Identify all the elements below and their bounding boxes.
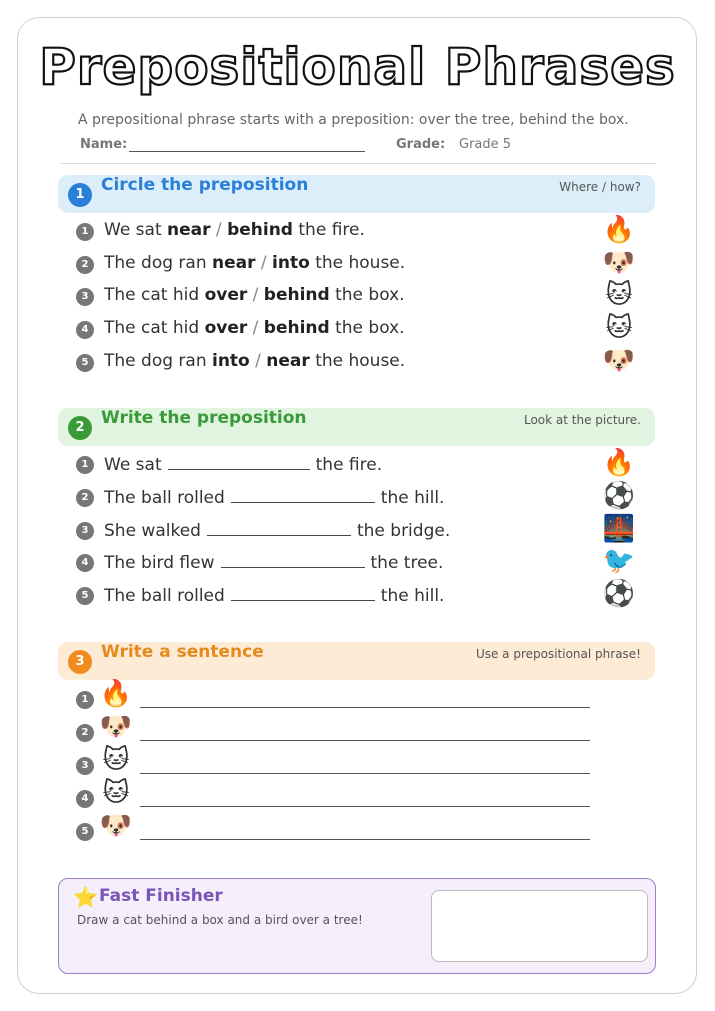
option-separator: / bbox=[249, 351, 267, 371]
sentence-end: the box. bbox=[329, 318, 405, 338]
fire-icon: 🔥 bbox=[602, 448, 636, 478]
preposition-option[interactable]: behind bbox=[227, 220, 293, 240]
item-number: 3 bbox=[76, 522, 94, 540]
name-grade-row bbox=[80, 137, 640, 152]
preposition-option[interactable]: into bbox=[212, 351, 250, 371]
item-number: 5 bbox=[76, 354, 94, 372]
page-title: Prepositional Phrases bbox=[39, 38, 676, 96]
item-number: 3 bbox=[76, 288, 94, 306]
item-number: 4 bbox=[76, 321, 94, 339]
list-item bbox=[76, 579, 636, 609]
section-hint: Use a prepositional phrase! bbox=[475, 647, 641, 661]
list-item bbox=[76, 546, 636, 576]
sentence-text bbox=[104, 318, 405, 338]
option-separator: / bbox=[255, 253, 273, 273]
answer-blank[interactable] bbox=[221, 551, 365, 568]
preposition-option[interactable]: near bbox=[212, 253, 256, 273]
option-separator: / bbox=[247, 318, 264, 338]
section-number: 2 bbox=[68, 416, 92, 440]
item-number: 2 bbox=[76, 724, 94, 742]
option-separator: / bbox=[247, 285, 264, 305]
preposition-option[interactable]: behind bbox=[263, 285, 330, 305]
writing-line[interactable] bbox=[140, 740, 590, 741]
dog-icon: 🐶 bbox=[99, 712, 133, 742]
writing-line[interactable] bbox=[140, 806, 590, 807]
option-separator: / bbox=[210, 220, 228, 240]
answer-blank[interactable] bbox=[231, 584, 375, 601]
list-item bbox=[76, 215, 636, 245]
sentence-end: the fire. bbox=[315, 455, 383, 475]
section-number: 3 bbox=[68, 650, 92, 674]
sentence-start: The cat hid bbox=[104, 285, 205, 305]
item-number: 3 bbox=[76, 757, 94, 775]
cat-icon: 🐱 bbox=[102, 778, 130, 808]
fire-icon: 🔥 bbox=[99, 679, 133, 709]
sentence-end: the house. bbox=[309, 253, 406, 273]
section-hint: Look at the picture. bbox=[523, 413, 641, 427]
sentence-end: the bridge. bbox=[356, 521, 451, 541]
bridge-icon: 🌉 bbox=[602, 514, 636, 544]
preposition-option[interactable]: near bbox=[167, 220, 211, 240]
item-number: 1 bbox=[76, 691, 94, 709]
section-title: Write a sentence bbox=[101, 642, 264, 662]
sentence-text bbox=[104, 486, 444, 508]
preposition-option[interactable]: into bbox=[272, 253, 310, 273]
writing-line[interactable] bbox=[140, 773, 590, 774]
grade-value: Grade 5 bbox=[459, 137, 512, 152]
dog-icon: 🐶 bbox=[99, 811, 133, 841]
fast-finisher-box bbox=[58, 878, 656, 974]
list-item bbox=[76, 514, 636, 544]
sentence-end: the house. bbox=[309, 351, 406, 371]
preposition-option[interactable]: near bbox=[266, 351, 310, 371]
section-number: 1 bbox=[68, 183, 92, 207]
item-number: 1 bbox=[76, 456, 94, 474]
answer-blank[interactable] bbox=[168, 453, 310, 470]
star-icon: ⭐ bbox=[73, 885, 98, 909]
sentence-start: The dog ran bbox=[104, 351, 212, 371]
writing-line-row bbox=[76, 745, 596, 779]
list-item bbox=[76, 448, 636, 478]
cat-icon: 🐱 bbox=[102, 745, 130, 775]
writing-line-row bbox=[76, 778, 596, 812]
list-item bbox=[76, 248, 636, 278]
preposition-option[interactable]: over bbox=[204, 285, 248, 305]
grade-label: Grade: bbox=[396, 137, 446, 152]
sentence-text bbox=[104, 519, 450, 541]
item-number: 4 bbox=[76, 790, 94, 808]
section-3-banner bbox=[58, 642, 655, 680]
preposition-option[interactable]: over bbox=[204, 318, 248, 338]
list-item bbox=[76, 481, 636, 511]
cat-icon: 🐱 bbox=[605, 280, 633, 310]
sentence-start: The ball rolled bbox=[104, 586, 225, 606]
dog-icon: 🐶 bbox=[602, 346, 636, 376]
sentence-start: The bird flew bbox=[104, 553, 215, 573]
sentence-end: the hill. bbox=[380, 488, 445, 508]
answer-blank[interactable] bbox=[207, 519, 351, 536]
soccer-ball-icon: ⚽ bbox=[602, 481, 636, 511]
writing-line[interactable] bbox=[140, 839, 590, 840]
sentence-text bbox=[104, 253, 405, 273]
item-number: 2 bbox=[76, 489, 94, 507]
fast-finisher-text: Draw a cat behind a box and a bird over a tree! bbox=[77, 913, 363, 927]
preposition-option[interactable]: behind bbox=[263, 318, 330, 338]
sentence-text bbox=[104, 453, 382, 475]
sentence-start: She walked bbox=[104, 521, 201, 541]
item-number: 5 bbox=[76, 587, 94, 605]
sentence-start: The cat hid bbox=[104, 318, 205, 338]
writing-line-row bbox=[76, 811, 596, 845]
section-title: Write the preposition bbox=[101, 408, 307, 428]
answer-blank[interactable] bbox=[231, 486, 375, 503]
writing-line-row bbox=[76, 712, 596, 746]
sentence-end: the hill. bbox=[380, 586, 445, 606]
sentence-start: We sat bbox=[104, 455, 162, 475]
sentence-start: We sat bbox=[104, 220, 168, 240]
section-hint: Where / how? bbox=[559, 180, 641, 194]
header-divider bbox=[60, 163, 656, 164]
list-item bbox=[76, 313, 636, 343]
item-number: 4 bbox=[76, 554, 94, 572]
section-2-banner bbox=[58, 408, 655, 446]
sentence-text bbox=[104, 220, 365, 240]
bird-icon: 🐦 bbox=[602, 546, 636, 576]
list-item bbox=[76, 280, 636, 310]
section-1-banner bbox=[58, 175, 655, 213]
fast-finisher-title: Fast Finisher bbox=[99, 886, 223, 906]
sentence-end: the box. bbox=[329, 285, 405, 305]
sentence-start: The dog ran bbox=[104, 253, 212, 273]
sentence-end: the fire. bbox=[292, 220, 365, 240]
name-field[interactable] bbox=[129, 137, 365, 152]
sentence-end: the tree. bbox=[370, 553, 444, 573]
sentence-text bbox=[104, 285, 405, 305]
sentence-start: The ball rolled bbox=[104, 488, 225, 508]
writing-line[interactable] bbox=[140, 707, 590, 708]
soccer-ball-icon: ⚽ bbox=[602, 579, 636, 609]
writing-line-row bbox=[76, 679, 596, 713]
drawing-box[interactable] bbox=[431, 890, 648, 962]
section-title: Circle the preposition bbox=[101, 175, 309, 195]
list-item bbox=[76, 346, 636, 376]
item-number: 2 bbox=[76, 256, 94, 274]
sentence-text bbox=[104, 351, 405, 371]
intro-text: A prepositional phrase starts with a preposition: over the tree, behind the box. bbox=[78, 112, 629, 128]
cat-icon: 🐱 bbox=[605, 313, 633, 343]
item-number: 1 bbox=[76, 223, 94, 241]
fire-icon: 🔥 bbox=[602, 215, 636, 245]
sentence-text bbox=[104, 584, 444, 606]
name-label: Name: bbox=[80, 137, 128, 152]
item-number: 5 bbox=[76, 823, 94, 841]
sentence-text bbox=[104, 551, 443, 573]
dog-icon: 🐶 bbox=[602, 248, 636, 278]
